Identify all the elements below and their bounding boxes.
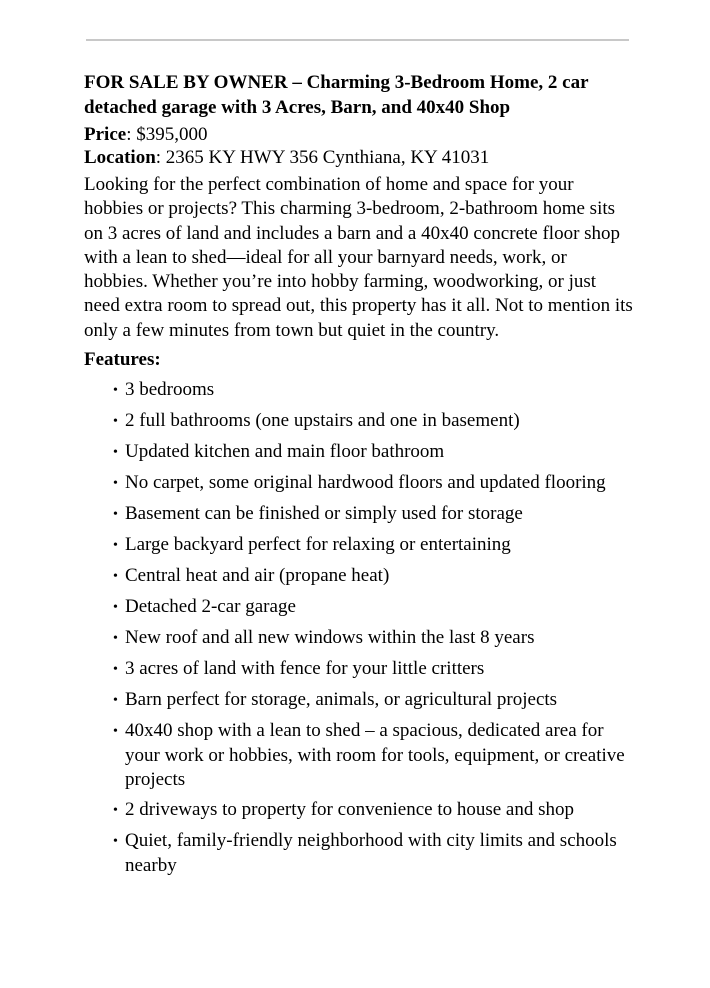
feature-text: Updated kitchen and main floor bathroom — [125, 441, 445, 463]
features-heading: Features: — [84, 349, 161, 371]
bullet-icon: • — [113, 476, 118, 492]
listing-document — [84, 70, 634, 878]
listing-description: Looking for the perfect combination of home and space for your hobbies or projects? This charming 3-bedroom, 2-bathroom home sits on 3 acres of land and includes a barn and a 40x40 concrete floor shop with a lean to shed—ideal for all your barnyard needs, work, or hobbies. Whether you’re into hobby farming, woodworking, or just need extra room to spread out, this property has it all. Not to mention its only a few minutes from town but quiet in the country. — [84, 174, 633, 341]
feature-text: Quiet, family-friendly neighborhood with city limits and schools nearby — [125, 830, 617, 877]
bullet-icon: • — [113, 569, 118, 585]
price-line — [84, 123, 634, 146]
feature-item — [84, 440, 634, 465]
bullet-icon: • — [113, 631, 118, 647]
top-divider — [86, 39, 629, 41]
feature-text: 2 full bathrooms (one upstairs and one in basement) — [125, 410, 520, 432]
price-value: : $395,000 — [126, 124, 208, 145]
location-value: : 2365 KY HWY 356 Cynthiana, KY 41031 — [155, 147, 490, 168]
bullet-icon: • — [113, 538, 118, 554]
feature-item — [84, 533, 634, 558]
feature-text: Barn perfect for storage, animals, or agricultural projects — [125, 689, 558, 711]
feature-text: New roof and all new windows within the last 8 years — [125, 627, 535, 649]
bullet-icon: • — [113, 600, 118, 616]
price-label: Price — [84, 124, 127, 145]
feature-item — [84, 829, 634, 878]
feature-text: Central heat and air (propane heat) — [125, 565, 390, 587]
feature-item — [84, 798, 634, 823]
bullet-icon: • — [113, 662, 118, 678]
feature-item — [84, 502, 634, 527]
features-list — [84, 378, 634, 878]
location-label: Location — [84, 147, 156, 168]
feature-item — [84, 471, 634, 496]
bullet-icon: • — [113, 507, 118, 523]
feature-item — [84, 595, 634, 620]
feature-item — [84, 409, 634, 434]
feature-text: 3 bedrooms — [125, 379, 215, 401]
feature-text: 40x40 shop with a lean to shed – a spacious, dedicated area for your work or hobbies, with room for tools, equipment, or creative projects — [125, 720, 625, 791]
feature-text: Detached 2-car garage — [125, 596, 296, 618]
feature-text: Basement can be finished or simply used for storage — [125, 503, 523, 525]
bullet-icon: • — [113, 834, 118, 850]
feature-item — [84, 688, 634, 713]
bullet-icon: • — [113, 724, 118, 740]
bullet-icon: • — [113, 414, 118, 430]
feature-item — [84, 626, 634, 651]
feature-text: No carpet, some original hardwood floors and updated flooring — [125, 472, 606, 494]
feature-item — [84, 378, 634, 403]
feature-text: 2 driveways to property for convenience to house and shop — [125, 799, 575, 821]
feature-item — [84, 719, 634, 792]
feature-item — [84, 657, 634, 682]
feature-text: Large backyard perfect for relaxing or entertaining — [125, 534, 511, 556]
feature-item — [84, 564, 634, 589]
listing-title: FOR SALE BY OWNER – Charming 3-Bedroom Home, 2 car detached garage with 3 Acres, Barn, and 40x40 Shop — [84, 72, 589, 118]
bullet-icon: • — [113, 693, 118, 709]
bullet-icon: • — [113, 383, 118, 399]
location-line — [84, 146, 634, 169]
bullet-icon: • — [113, 445, 118, 461]
bullet-icon: • — [113, 803, 118, 819]
feature-text: 3 acres of land with fence for your little critters — [125, 658, 485, 680]
